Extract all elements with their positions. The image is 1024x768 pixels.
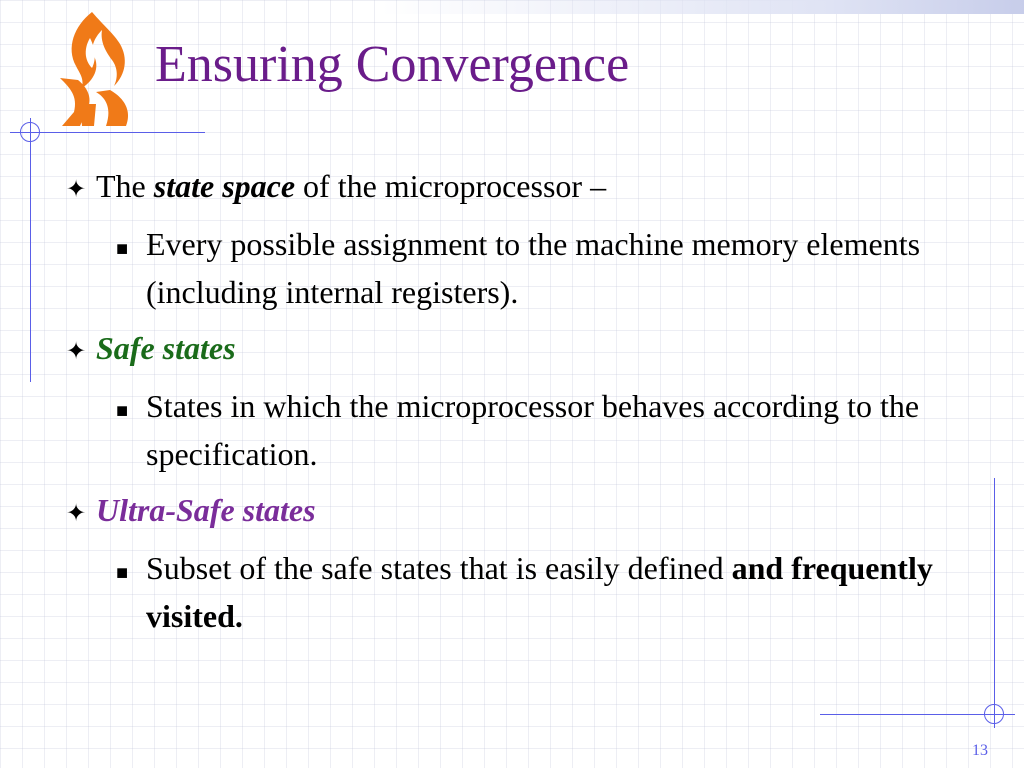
bullet-content <box>66 162 966 640</box>
slide-title: Ensuring Convergence <box>155 36 630 93</box>
state-space-term: state space <box>153 168 296 204</box>
top-left-crosshair-icon <box>20 122 40 142</box>
star-bullet-icon: ✦ <box>66 339 87 365</box>
flame-logo-icon <box>44 8 140 130</box>
square-bullet-icon: ■ <box>116 562 129 584</box>
left-vertical-rule <box>30 118 31 382</box>
square-bullet-icon: ■ <box>116 400 129 422</box>
sub-bullet-safe-states <box>116 382 966 478</box>
star-bullet-icon: ✦ <box>66 501 87 527</box>
bullet-text: The state space of the microprocessor – <box>96 168 607 204</box>
safe-states-term: Safe states <box>96 330 236 366</box>
page-number: 13 <box>972 742 988 759</box>
sub-bullet-text: Subset of the safe states that is easily defined and frequently visited. <box>146 550 933 634</box>
sub-bullet-state-space <box>116 220 966 316</box>
top-gradient-band <box>380 0 1024 14</box>
bullet-state-space <box>66 162 966 214</box>
star-bullet-icon: ✦ <box>66 177 87 203</box>
sub-bullet-text: States in which the microprocessor behaves according to the specification. <box>146 388 920 472</box>
emphasis-text: and frequently visited. <box>146 550 933 634</box>
right-vertical-rule <box>994 478 995 728</box>
bottom-right-crosshair-icon <box>984 704 1004 724</box>
sub-bullet-text: Every possible assignment to the machine memory elements (including internal registers). <box>146 226 921 310</box>
sub-bullet-ultra-safe-states <box>116 544 966 640</box>
bullet-ultra-safe-states <box>66 486 966 538</box>
square-bullet-icon: ■ <box>116 238 129 260</box>
ultra-safe-states-term: Ultra-Safe states <box>96 492 316 528</box>
bullet-safe-states <box>66 324 966 376</box>
